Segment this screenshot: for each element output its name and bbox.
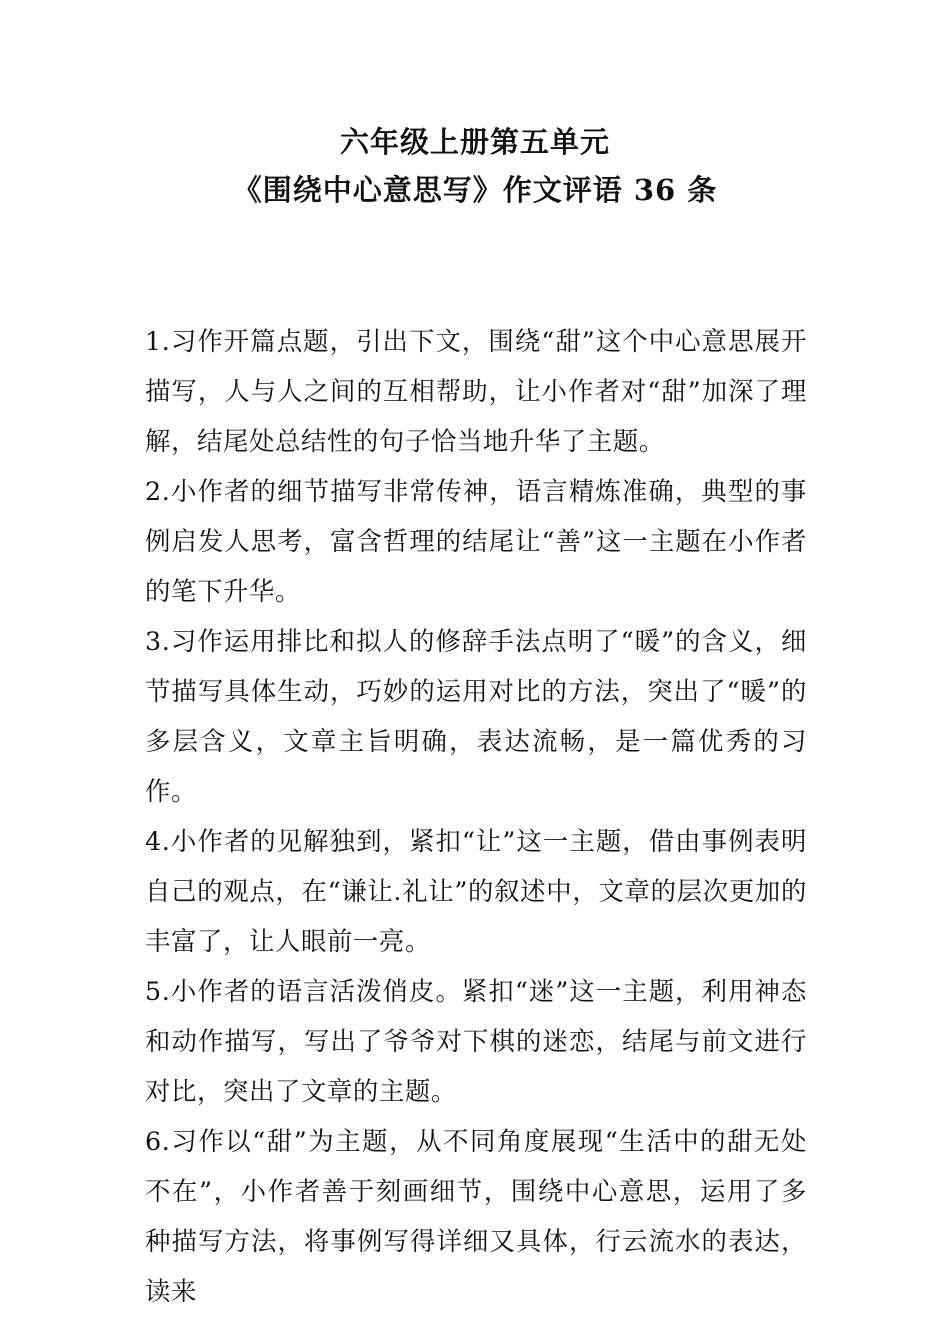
document-title [0, 118, 950, 214]
comment-paragraph-6: 6.习作以“甜”为主题，从不同角度展现“生活中的甜无处不在”，小作者善于刻画细节，围绕中心意思，运用了多种描写方法，将事例写得详细又具体，行云流水的表达，读来 [145, 1126, 807, 1306]
comment-list [145, 316, 807, 1316]
comment-paragraph-3: 3.习作运用排比和拟人的修辞手法点明了“暖”的含义，细节描写具体生动，巧妙的运用对比的方法，突出了“暖”的多层含义，文章主旨明确，表达流畅，是一篇优秀的习作。 [145, 626, 807, 806]
comment-paragraph-1: 1.习作开篇点题，引出下文，围绕“甜”这个中心意思展开描写，人与人之间的互相帮助，让小作者对“甜”加深了理解，结尾处总结性的句子恰当地升华了主题。 [145, 326, 807, 456]
title-line-2: 《围绕中心意思写》作文评语 36 条 [232, 173, 718, 207]
comment-paragraph-4: 4.小作者的见解独到，紧扣“让”这一主题，借由事例表明自己的观点，在“谦让.礼让”的叙述中，文章的层次更加的丰富了，让人眼前一亮。 [145, 826, 807, 956]
title-line-1: 六年级上册第五单元 [339, 125, 610, 159]
comment-paragraph-2: 2.小作者的细节描写非常传神，语言精炼准确，典型的事例启发人思考，富含哲理的结尾让“善”这一主题在小作者的笔下升华。 [145, 476, 807, 606]
comment-paragraph-5: 5.小作者的语言活泼俏皮。紧扣“迷”这一主题，利用神态和动作描写，写出了爷爷对下棋的迷恋，结尾与前文进行对比，突出了文章的主题。 [145, 976, 807, 1106]
